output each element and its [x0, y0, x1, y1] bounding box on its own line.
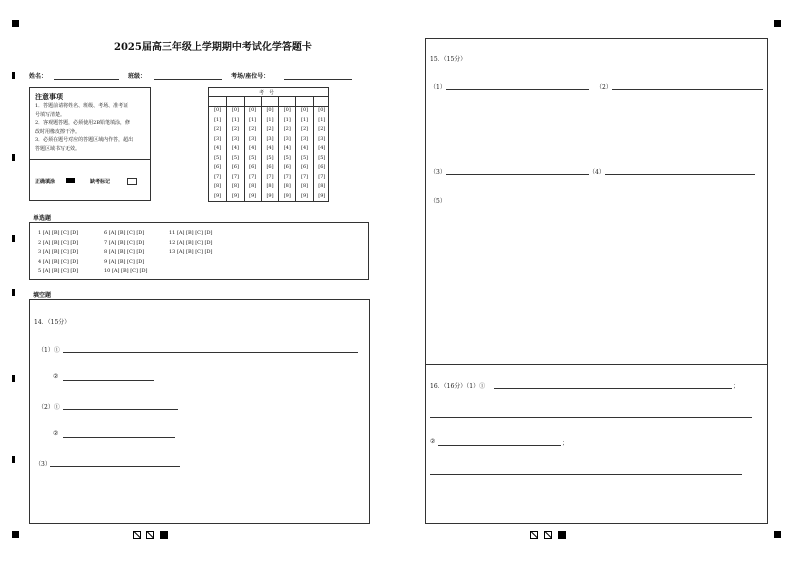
exam-number-bubble[interactable]: [2]	[301, 126, 309, 132]
choice-item[interactable]: 4 [A] [B] [C] [D]	[38, 258, 79, 265]
q14-part3-blank[interactable]	[50, 466, 180, 467]
exam-number-bubble[interactable]: [5]	[214, 154, 222, 161]
choice-item[interactable]: 2 [A] [B] [C] [D]	[38, 239, 79, 246]
exam-number-column	[226, 96, 243, 202]
page-mark-box	[146, 531, 154, 539]
side-tick	[12, 456, 15, 463]
side-tick	[12, 72, 15, 79]
exam-number-bubble[interactable]: [4]	[266, 145, 274, 151]
exam-number-bubble[interactable]: [8]	[231, 183, 239, 189]
choice-item[interactable]: 12 [A] [B] [C] [D]	[169, 239, 213, 246]
q16-part1-blank[interactable]	[494, 388, 732, 389]
q14-part1b-label: ②	[53, 373, 59, 380]
q14-part2-blank[interactable]	[63, 409, 178, 410]
notice-line: 改时用橡皮擦干净。	[35, 128, 81, 135]
exam-number-bubble[interactable]: [4]	[249, 145, 257, 151]
exam-number-bubble[interactable]: [5]	[266, 154, 274, 161]
name-field[interactable]	[54, 79, 119, 80]
notice-lines	[35, 102, 133, 153]
exam-number-bubble[interactable]: [0]	[266, 107, 274, 113]
q15-box	[425, 38, 768, 365]
exam-number-bubble[interactable]: [0]	[318, 107, 326, 113]
exam-number-bubble[interactable]: [9]	[283, 192, 291, 199]
choice-item[interactable]: 7 [A] [B] [C] [D]	[104, 239, 145, 246]
name-label: 姓名：	[29, 73, 48, 80]
exam-number-bubble[interactable]: [1]	[301, 116, 309, 123]
exam-number-bubble[interactable]: [9]	[266, 192, 274, 199]
choice-item[interactable]: 1 [A] [B] [C] [D]	[38, 230, 79, 236]
exam-number-bubble[interactable]: [7]	[283, 173, 291, 180]
exam-number-bubble[interactable]: [1]	[318, 116, 326, 123]
choice-item[interactable]: 5 [A] [B] [C] [D]	[38, 268, 79, 274]
exam-number-bubble[interactable]: [4]	[214, 145, 222, 151]
class-field[interactable]	[154, 79, 222, 80]
exam-number-write-cell[interactable]	[227, 96, 243, 106]
exam-number-bubble[interactable]: [0]	[214, 107, 222, 113]
choice-item[interactable]: 10 [A] [B] [C] [D]	[104, 268, 148, 274]
q16-part2-continuation[interactable]	[430, 474, 742, 475]
exam-number-bubble[interactable]: [1]	[214, 116, 222, 123]
q15-part3-label: （3）	[430, 169, 446, 176]
exam-number-bubble[interactable]: [0]	[249, 107, 257, 113]
choice-item[interactable]: 9 [A] [B] [C] [D]	[104, 258, 145, 265]
exam-number-bubble[interactable]: [0]	[301, 107, 309, 113]
exam-number-bubble[interactable]: [2]	[318, 126, 326, 132]
page-mark-box	[530, 531, 538, 539]
exam-number-bubble[interactable]: [7]	[301, 173, 309, 180]
exam-number-bubble[interactable]: [6]	[283, 164, 291, 170]
side-tick	[12, 154, 15, 161]
exam-number-bubble[interactable]: [5]	[231, 154, 239, 161]
notice-line: 1．答题前请将姓名、班级、考场、准考证	[35, 103, 129, 109]
exam-number-bubble[interactable]: [3]	[318, 135, 326, 142]
exam-number-bubble[interactable]: [6]	[231, 164, 239, 170]
exam-number-bubble[interactable]: [6]	[214, 164, 222, 170]
exam-number-bubble[interactable]: [8]	[301, 183, 309, 189]
q15-part5-label: （5）	[430, 198, 446, 205]
exam-number-bubble[interactable]: [2]	[214, 126, 222, 132]
exam-number-bubble[interactable]: [9]	[249, 192, 257, 199]
exam-number-bubble[interactable]: [6]	[266, 164, 274, 170]
exam-number-bubble[interactable]: [6]	[301, 164, 309, 170]
exam-number-bubble[interactable]: [4]	[231, 145, 239, 151]
q15-part3-blank[interactable]	[446, 174, 589, 175]
exam-number-column	[313, 96, 330, 202]
exam-number-bubble[interactable]: [9]	[318, 192, 326, 199]
exam-number-bubble[interactable]: [7]	[214, 173, 222, 180]
side-tick	[12, 235, 15, 242]
exam-number-write-cell[interactable]	[279, 96, 295, 106]
exam-number-bubble[interactable]: [1]	[283, 116, 291, 123]
exam-number-write-cell[interactable]	[209, 96, 226, 106]
q14-part2b-blank[interactable]	[63, 437, 175, 438]
exam-number-bubble[interactable]: [7]	[249, 173, 257, 180]
notice-line: 2．客观题答题，必须使用2B铅笔填涂，修	[35, 120, 131, 126]
exam-number-bubble[interactable]: [8]	[214, 183, 222, 189]
exam-number-write-cell[interactable]	[245, 96, 261, 106]
exam-number-write-cell[interactable]	[296, 96, 312, 106]
exam-number-bubble[interactable]: [8]	[249, 183, 257, 189]
exam-number-bubble[interactable]: [9]	[301, 192, 309, 199]
q14-part1-label: （1）①	[38, 347, 60, 354]
exam-number-bubble[interactable]: [8]	[318, 183, 326, 189]
exam-number-bubble[interactable]: [3]	[283, 135, 291, 142]
page-mark-box	[133, 531, 141, 539]
exam-number-column	[295, 96, 312, 202]
exam-number-bubble[interactable]: [1]	[231, 116, 239, 123]
notice-title: 注意事项	[35, 92, 63, 101]
correct-fill-sample	[66, 178, 75, 183]
notice-line: 号填写清楚。	[35, 111, 66, 118]
q14-part3-label: （3）	[35, 461, 51, 468]
exam-number-bubble[interactable]: [5]	[283, 154, 291, 161]
q14-part1b-blank[interactable]	[63, 380, 154, 381]
exam-number-bubble[interactable]: [3]	[249, 135, 257, 142]
choice-item[interactable]: 8 [A] [B] [C] [D]	[104, 249, 145, 255]
fill-blank-title: 填空题	[33, 292, 52, 299]
q16-header: 16．（16分）（1）①	[430, 383, 486, 390]
exam-number-bubble[interactable]: [3]	[214, 135, 222, 142]
q15-header: 15．（15分）	[430, 56, 467, 63]
q16-part2-label: ②	[430, 438, 436, 445]
exam-number-bubble[interactable]: [3]	[301, 135, 309, 142]
exam-number-bubble[interactable]: [7]	[318, 173, 326, 180]
exam-number-bubble[interactable]: [2]	[231, 126, 239, 132]
room-seat-label: 考场/座位号：	[231, 73, 270, 80]
exam-number-bubble[interactable]: [2]	[266, 126, 274, 132]
q16-box	[425, 364, 768, 524]
exam-number-bubble[interactable]: [5]	[318, 154, 326, 161]
q15-part4-blank[interactable]	[605, 174, 755, 175]
exam-number-columns	[209, 96, 328, 202]
page-title: 2025届高三年级上学期期中考试化学答题卡	[114, 42, 312, 53]
exam-number-bubble[interactable]: [1]	[249, 116, 257, 123]
q15-part2-label: （2）	[596, 84, 612, 91]
exam-number-column	[278, 96, 295, 202]
room-seat-field[interactable]	[284, 79, 352, 80]
exam-number-bubble[interactable]: [7]	[266, 173, 274, 180]
exam-number-bubble[interactable]: [2]	[249, 126, 257, 132]
choice-item[interactable]: 13 [A] [B] [C] [D]	[169, 249, 213, 255]
notice-line: 答题区域书写无效。	[35, 145, 81, 152]
exam-number-bubble[interactable]: [5]	[301, 154, 309, 161]
exam-number-column	[209, 96, 226, 202]
q16-part1-end: ；	[733, 383, 740, 390]
exam-number-bubble[interactable]: [6]	[249, 164, 257, 170]
q14-box	[29, 299, 370, 524]
exam-number-write-cell[interactable]	[262, 96, 278, 106]
correct-fill-label: 正确填涂	[35, 179, 56, 185]
exam-number-grid	[208, 87, 329, 202]
side-tick	[12, 289, 15, 296]
choice-item[interactable]: 11 [A] [B] [C] [D]	[169, 230, 213, 236]
exam-number-write-cell[interactable]	[314, 96, 330, 106]
absent-mark-checkbox[interactable]	[127, 178, 137, 185]
page-mark-box	[544, 531, 552, 539]
q16-part2-blank[interactable]	[438, 445, 561, 446]
corner-mark-top-left	[12, 20, 19, 27]
exam-number-bubble[interactable]: [7]	[231, 173, 239, 180]
exam-number-bubble[interactable]: [2]	[283, 126, 291, 132]
single-choice-title: 单选题	[33, 215, 52, 222]
notice-box	[29, 87, 151, 201]
corner-mark-bottom-right	[774, 531, 781, 538]
exam-number-column	[244, 96, 261, 202]
q14-part1-blank[interactable]	[63, 352, 358, 353]
corner-mark-bottom-left	[12, 531, 19, 538]
notice-divider	[30, 159, 150, 160]
exam-number-header: 考 号	[259, 90, 275, 96]
choice-item[interactable]: 6 [A] [B] [C] [D]	[104, 230, 145, 236]
exam-number-bubble[interactable]: [4]	[283, 145, 291, 151]
q15-part1-blank[interactable]	[446, 89, 589, 90]
exam-number-bubble[interactable]: [4]	[301, 145, 309, 151]
single-choice-box	[29, 222, 369, 280]
exam-number-bubble[interactable]: [3]	[231, 135, 239, 142]
q15-part2-blank[interactable]	[612, 89, 763, 90]
exam-number-bubble[interactable]: [6]	[318, 164, 326, 170]
q14-header: 14．（15分）	[34, 319, 71, 326]
single-choice-items	[30, 223, 368, 279]
exam-number-bubble[interactable]: [9]	[231, 192, 239, 199]
exam-number-bubble[interactable]: [8]	[266, 183, 274, 189]
q16-part2-end: ；	[562, 440, 569, 447]
q15-part1-label: （1）	[430, 84, 446, 91]
exam-number-bubble[interactable]: [0]	[231, 107, 239, 113]
page-mark-solid	[160, 531, 168, 539]
q14-part2b-label: ②	[53, 430, 59, 437]
q15-part4-label: （4）	[589, 169, 605, 176]
exam-number-bubble[interactable]: [0]	[283, 107, 291, 113]
exam-number-bubble[interactable]: [8]	[283, 183, 291, 189]
side-tick	[12, 375, 15, 382]
exam-number-bubble[interactable]: [4]	[318, 145, 326, 151]
q16-part1-continuation[interactable]	[430, 417, 752, 418]
exam-number-column	[261, 96, 278, 202]
absent-mark-label: 缺考标记	[90, 179, 111, 185]
page-mark-solid	[558, 531, 566, 539]
notice-line: 3．必须在题号对应的答题区域内作答，超出	[35, 137, 134, 143]
q14-part2-label: （2）①	[38, 404, 60, 411]
class-label: 班级：	[128, 73, 147, 80]
exam-number-bubble[interactable]: [1]	[266, 116, 274, 123]
exam-number-bubble[interactable]: [3]	[266, 135, 274, 142]
choice-item[interactable]: 3 [A] [B] [C] [D]	[38, 249, 79, 255]
exam-number-bubble[interactable]: [5]	[249, 154, 257, 161]
exam-number-bubble[interactable]: [9]	[214, 192, 222, 199]
corner-mark-top-right	[774, 20, 781, 27]
